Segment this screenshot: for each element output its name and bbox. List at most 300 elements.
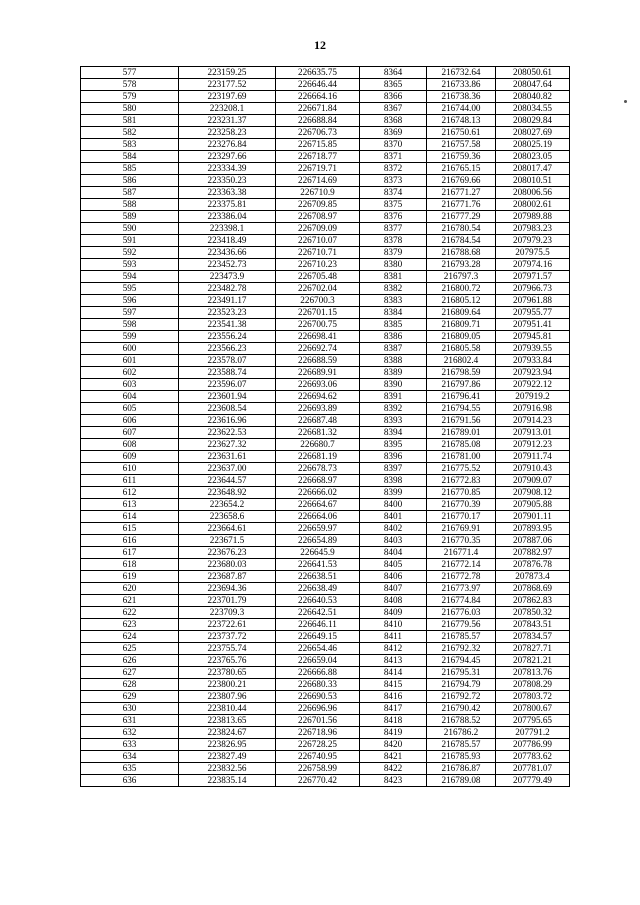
table-row	[81, 619, 570, 631]
page-number: 12	[314, 38, 326, 52]
table-cell: 216770.17	[427, 511, 496, 523]
table-cell: 208002.61	[496, 199, 570, 211]
table-cell: 216772.14	[427, 559, 496, 571]
table-cell: 216748.13	[427, 115, 496, 127]
table-cell: 223835.14	[179, 775, 276, 787]
table-cell: 621	[81, 595, 179, 607]
table-cell: 8370	[360, 139, 427, 151]
table-cell: 216797.3	[427, 271, 496, 283]
table-cell: 8399	[360, 487, 427, 499]
table-cell: 216771.27	[427, 187, 496, 199]
table-cell: 620	[81, 583, 179, 595]
table-row	[81, 367, 570, 379]
table-row	[81, 223, 570, 235]
table-cell: 223231.37	[179, 115, 276, 127]
table-cell: 226680.7	[276, 439, 360, 451]
table-row	[81, 451, 570, 463]
table-row	[81, 79, 570, 91]
table-cell: 226664.16	[276, 91, 360, 103]
table-cell: 216780.54	[427, 223, 496, 235]
table-cell: 8403	[360, 535, 427, 547]
table-row	[81, 355, 570, 367]
table-cell: 216771.4	[427, 547, 496, 559]
table-cell: 226654.46	[276, 643, 360, 655]
table-cell: 226638.49	[276, 583, 360, 595]
table-cell: 226671.84	[276, 103, 360, 115]
table-row	[81, 163, 570, 175]
table-cell: 633	[81, 739, 179, 751]
table-cell: 8405	[360, 559, 427, 571]
table-cell: 216800.72	[427, 283, 496, 295]
table-cell: 223386.04	[179, 211, 276, 223]
table-row	[81, 103, 570, 115]
table-row	[81, 679, 570, 691]
table-cell: 223810.44	[179, 703, 276, 715]
table-cell: 226654.89	[276, 535, 360, 547]
table-cell: 226710.9	[276, 187, 360, 199]
table-cell: 580	[81, 103, 179, 115]
table-cell: 216770.39	[427, 499, 496, 511]
table-cell: 216794.79	[427, 679, 496, 691]
table-cell: 8371	[360, 151, 427, 163]
table-cell: 226678.73	[276, 463, 360, 475]
table-cell: 207850.32	[496, 607, 570, 619]
table-cell: 606	[81, 415, 179, 427]
table-cell: 8416	[360, 691, 427, 703]
table-cell: 223658.6	[179, 511, 276, 523]
table-cell: 226701.56	[276, 715, 360, 727]
table-cell: 216794.55	[427, 403, 496, 415]
table-cell: 588	[81, 199, 179, 211]
table-cell: 598	[81, 319, 179, 331]
table-cell: 223363.38	[179, 187, 276, 199]
table-cell: 592	[81, 247, 179, 259]
table-cell: 208029.84	[496, 115, 570, 127]
table-cell: 223676.23	[179, 547, 276, 559]
table-row	[81, 127, 570, 139]
table-cell: 216785.08	[427, 439, 496, 451]
table-cell: 207923.94	[496, 367, 570, 379]
table-cell: 216770.35	[427, 535, 496, 547]
table-cell: 207800.67	[496, 703, 570, 715]
table-cell: 226635.75	[276, 67, 360, 79]
table-cell: 223297.66	[179, 151, 276, 163]
table-cell: 207971.57	[496, 271, 570, 283]
table-cell: 8411	[360, 631, 427, 643]
table-cell: 226758.99	[276, 763, 360, 775]
table-row	[81, 751, 570, 763]
table-cell: 223541.38	[179, 319, 276, 331]
table-cell: 8414	[360, 667, 427, 679]
table-cell: 223631.61	[179, 451, 276, 463]
table-cell: 8423	[360, 775, 427, 787]
table-cell: 207783.62	[496, 751, 570, 763]
table-cell: 607	[81, 427, 179, 439]
table-cell: 8388	[360, 355, 427, 367]
table-cell: 8406	[360, 571, 427, 583]
table-cell: 216785.57	[427, 631, 496, 643]
table-row	[81, 487, 570, 499]
table-cell: 8381	[360, 271, 427, 283]
scan-speck	[624, 100, 627, 103]
table-cell: 8380	[360, 259, 427, 271]
table-cell: 226710.23	[276, 259, 360, 271]
table-row	[81, 295, 570, 307]
table-row	[81, 187, 570, 199]
table-cell: 226702.04	[276, 283, 360, 295]
table-cell: 624	[81, 631, 179, 643]
table-row	[81, 463, 570, 475]
table-cell: 223644.57	[179, 475, 276, 487]
table-row	[81, 199, 570, 211]
table-cell: 208047.64	[496, 79, 570, 91]
table-cell: 208025.19	[496, 139, 570, 151]
table-cell: 216784.54	[427, 235, 496, 247]
table-cell: 207779.49	[496, 775, 570, 787]
table-cell: 216774.84	[427, 595, 496, 607]
coordinates-table-body	[81, 67, 570, 787]
table-cell: 589	[81, 211, 179, 223]
table-cell: 207795.65	[496, 715, 570, 727]
table-row	[81, 259, 570, 271]
table-cell: 626	[81, 655, 179, 667]
table-cell: 223694.36	[179, 583, 276, 595]
table-cell: 8374	[360, 187, 427, 199]
table-cell: 216788.52	[427, 715, 496, 727]
table-cell: 226689.91	[276, 367, 360, 379]
table-cell: 8367	[360, 103, 427, 115]
table-cell: 216785.57	[427, 739, 496, 751]
table-cell: 585	[81, 163, 179, 175]
table-cell: 216781.00	[427, 451, 496, 463]
table-cell: 622	[81, 607, 179, 619]
table-cell: 207911.74	[496, 451, 570, 463]
table-cell: 216792.32	[427, 643, 496, 655]
table-cell: 226641.53	[276, 559, 360, 571]
table-cell: 216796.41	[427, 391, 496, 403]
table-cell: 223566.23	[179, 343, 276, 355]
table-cell: 223608.54	[179, 403, 276, 415]
table-cell: 223588.74	[179, 367, 276, 379]
table-cell: 216777.29	[427, 211, 496, 223]
table-cell: 618	[81, 559, 179, 571]
table-cell: 8376	[360, 211, 427, 223]
table-cell: 226696.96	[276, 703, 360, 715]
table-cell: 207834.57	[496, 631, 570, 643]
table-cell: 223737.72	[179, 631, 276, 643]
table-cell: 8407	[360, 583, 427, 595]
table-cell: 223578.07	[179, 355, 276, 367]
table-row	[81, 763, 570, 775]
table-cell: 8368	[360, 115, 427, 127]
table-cell: 226692.74	[276, 343, 360, 355]
table-cell: 223276.84	[179, 139, 276, 151]
table-cell: 208010.51	[496, 175, 570, 187]
table-cell: 207945.81	[496, 331, 570, 343]
table-row	[81, 691, 570, 703]
table-cell: 216789.01	[427, 427, 496, 439]
table-row	[81, 403, 570, 415]
table-cell: 226719.71	[276, 163, 360, 175]
table-cell: 8382	[360, 283, 427, 295]
table-cell: 223601.94	[179, 391, 276, 403]
table-cell: 223780.65	[179, 667, 276, 679]
table-cell: 216738.36	[427, 91, 496, 103]
table-cell: 216772.83	[427, 475, 496, 487]
table-cell: 216790.42	[427, 703, 496, 715]
table-row	[81, 571, 570, 583]
table-cell: 208034.55	[496, 103, 570, 115]
table-cell: 216769.91	[427, 523, 496, 535]
table-cell: 631	[81, 715, 179, 727]
table-cell: 223523.23	[179, 307, 276, 319]
table-cell: 216779.56	[427, 619, 496, 631]
table-cell: 605	[81, 403, 179, 415]
table-row	[81, 595, 570, 607]
table-cell: 207951.41	[496, 319, 570, 331]
table-cell: 216757.58	[427, 139, 496, 151]
table-cell: 223473.9	[179, 271, 276, 283]
table-row	[81, 727, 570, 739]
table-cell: 226693.89	[276, 403, 360, 415]
table-cell: 226710.71	[276, 247, 360, 259]
table-cell: 578	[81, 79, 179, 91]
table-cell: 208050.61	[496, 67, 570, 79]
table-cell: 223687.87	[179, 571, 276, 583]
table-cell: 8394	[360, 427, 427, 439]
table-cell: 596	[81, 295, 179, 307]
table-cell: 608	[81, 439, 179, 451]
table-cell: 207910.43	[496, 463, 570, 475]
table-cell: 8377	[360, 223, 427, 235]
table-row	[81, 319, 570, 331]
table-row	[81, 703, 570, 715]
table-row	[81, 511, 570, 523]
table-row	[81, 499, 570, 511]
table-cell: 223826.95	[179, 739, 276, 751]
table-cell: 226642.51	[276, 607, 360, 619]
table-row	[81, 307, 570, 319]
table-row	[81, 139, 570, 151]
table-cell: 8395	[360, 439, 427, 451]
table-row	[81, 331, 570, 343]
table-cell: 226638.51	[276, 571, 360, 583]
table-cell: 601	[81, 355, 179, 367]
table-cell: 207813.76	[496, 667, 570, 679]
table-cell: 226770.42	[276, 775, 360, 787]
table-row	[81, 535, 570, 547]
table-cell: 216805.12	[427, 295, 496, 307]
table-cell: 226701.15	[276, 307, 360, 319]
table-cell: 216809.71	[427, 319, 496, 331]
table-cell: 226700.3	[276, 295, 360, 307]
table-cell: 208023.05	[496, 151, 570, 163]
table-row	[81, 739, 570, 751]
table-row	[81, 631, 570, 643]
table-row	[81, 211, 570, 223]
table-cell: 599	[81, 331, 179, 343]
table-cell: 226687.48	[276, 415, 360, 427]
table-cell: 613	[81, 499, 179, 511]
table-cell: 226718.77	[276, 151, 360, 163]
table-cell: 609	[81, 451, 179, 463]
table-cell: 8409	[360, 607, 427, 619]
table-cell: 8378	[360, 235, 427, 247]
table-cell: 216788.68	[427, 247, 496, 259]
table-cell: 226646.11	[276, 619, 360, 631]
table-cell: 8375	[360, 199, 427, 211]
table-cell: 216776.03	[427, 607, 496, 619]
table-cell: 216744.00	[427, 103, 496, 115]
table-cell: 579	[81, 91, 179, 103]
table-cell: 208017.47	[496, 163, 570, 175]
table-cell: 226698.41	[276, 331, 360, 343]
table-row	[81, 283, 570, 295]
table-row	[81, 175, 570, 187]
table-cell: 8373	[360, 175, 427, 187]
table-cell: 593	[81, 259, 179, 271]
table-cell: 226664.06	[276, 511, 360, 523]
table-cell: 614	[81, 511, 179, 523]
coordinates-table	[80, 66, 570, 787]
table-cell: 223709.3	[179, 607, 276, 619]
table-cell: 8366	[360, 91, 427, 103]
table-cell: 223334.39	[179, 163, 276, 175]
table-cell: 226688.84	[276, 115, 360, 127]
table-cell: 207983.23	[496, 223, 570, 235]
table-cell: 207786.99	[496, 739, 570, 751]
table-cell: 8397	[360, 463, 427, 475]
table-cell: 625	[81, 643, 179, 655]
table-cell: 8402	[360, 523, 427, 535]
table-cell: 207975.5	[496, 247, 570, 259]
table-cell: 636	[81, 775, 179, 787]
table-cell: 8365	[360, 79, 427, 91]
table-cell: 216809.64	[427, 307, 496, 319]
table-cell: 8364	[360, 67, 427, 79]
table-row	[81, 115, 570, 127]
table-cell: 8384	[360, 307, 427, 319]
table-cell: 216793.28	[427, 259, 496, 271]
table-cell: 216798.59	[427, 367, 496, 379]
table-row	[81, 91, 570, 103]
table-cell: 610	[81, 463, 179, 475]
table-cell: 207876.78	[496, 559, 570, 571]
table-cell: 223398.1	[179, 223, 276, 235]
table-cell: 226688.59	[276, 355, 360, 367]
table-cell: 8369	[360, 127, 427, 139]
table-cell: 8389	[360, 367, 427, 379]
table-cell: 216733.86	[427, 79, 496, 91]
table-cell: 8393	[360, 415, 427, 427]
table-cell: 223671.5	[179, 535, 276, 547]
table-cell: 583	[81, 139, 179, 151]
table-cell: 223755.74	[179, 643, 276, 655]
table-cell: 226714.69	[276, 175, 360, 187]
table-row	[81, 607, 570, 619]
table-row	[81, 415, 570, 427]
table-cell: 216792.72	[427, 691, 496, 703]
table-cell: 223800.21	[179, 679, 276, 691]
table-cell: 207887.06	[496, 535, 570, 547]
table-cell: 604	[81, 391, 179, 403]
table-cell: 223654.2	[179, 499, 276, 511]
table-cell: 216805.58	[427, 343, 496, 355]
table-cell: 216786.87	[427, 763, 496, 775]
table-cell: 207781.07	[496, 763, 570, 775]
table-cell: 8408	[360, 595, 427, 607]
table-cell: 8401	[360, 511, 427, 523]
table-cell: 226659.04	[276, 655, 360, 667]
table-cell: 223637.00	[179, 463, 276, 475]
table-cell: 223596.07	[179, 379, 276, 391]
table-cell: 207989.88	[496, 211, 570, 223]
table-cell: 223208.1	[179, 103, 276, 115]
table-row	[81, 343, 570, 355]
table-cell: 226718.96	[276, 727, 360, 739]
table-cell: 216750.61	[427, 127, 496, 139]
table-cell: 612	[81, 487, 179, 499]
table-cell: 628	[81, 679, 179, 691]
table-cell: 223375.81	[179, 199, 276, 211]
table-cell: 226706.73	[276, 127, 360, 139]
table-cell: 226649.15	[276, 631, 360, 643]
table-cell: 223807.96	[179, 691, 276, 703]
table-cell: 619	[81, 571, 179, 583]
table-cell: 594	[81, 271, 179, 283]
table-cell: 635	[81, 763, 179, 775]
table-cell: 207868.69	[496, 583, 570, 595]
table-cell: 616	[81, 535, 179, 547]
table-cell: 223616.96	[179, 415, 276, 427]
table-cell: 597	[81, 307, 179, 319]
table-cell: 223482.78	[179, 283, 276, 295]
table-cell: 207862.83	[496, 595, 570, 607]
table-cell: 629	[81, 691, 179, 703]
table-cell: 226708.97	[276, 211, 360, 223]
table-cell: 8421	[360, 751, 427, 763]
table-cell: 8385	[360, 319, 427, 331]
table-cell: 8387	[360, 343, 427, 355]
table-cell: 226645.9	[276, 547, 360, 559]
table-cell: 207821.21	[496, 655, 570, 667]
table-cell: 207979.23	[496, 235, 570, 247]
table-cell: 630	[81, 703, 179, 715]
table-cell: 207908.12	[496, 487, 570, 499]
table-cell: 207914.23	[496, 415, 570, 427]
table-cell: 223258.23	[179, 127, 276, 139]
table-cell: 623	[81, 619, 179, 631]
table-cell: 223824.67	[179, 727, 276, 739]
table-cell: 216791.56	[427, 415, 496, 427]
table-cell: 8386	[360, 331, 427, 343]
table-cell: 226709.09	[276, 223, 360, 235]
table-cell: 226664.67	[276, 499, 360, 511]
table-cell: 577	[81, 67, 179, 79]
table-cell: 223159.25	[179, 67, 276, 79]
table-cell: 8404	[360, 547, 427, 559]
table-cell: 8392	[360, 403, 427, 415]
table-cell: 223197.69	[179, 91, 276, 103]
table-cell: 216786.2	[427, 727, 496, 739]
table-cell: 226666.88	[276, 667, 360, 679]
table-cell: 216802.4	[427, 355, 496, 367]
table-cell: 8396	[360, 451, 427, 463]
table-cell: 216789.08	[427, 775, 496, 787]
table-row	[81, 643, 570, 655]
table-cell: 223765.76	[179, 655, 276, 667]
table-cell: 226690.53	[276, 691, 360, 703]
